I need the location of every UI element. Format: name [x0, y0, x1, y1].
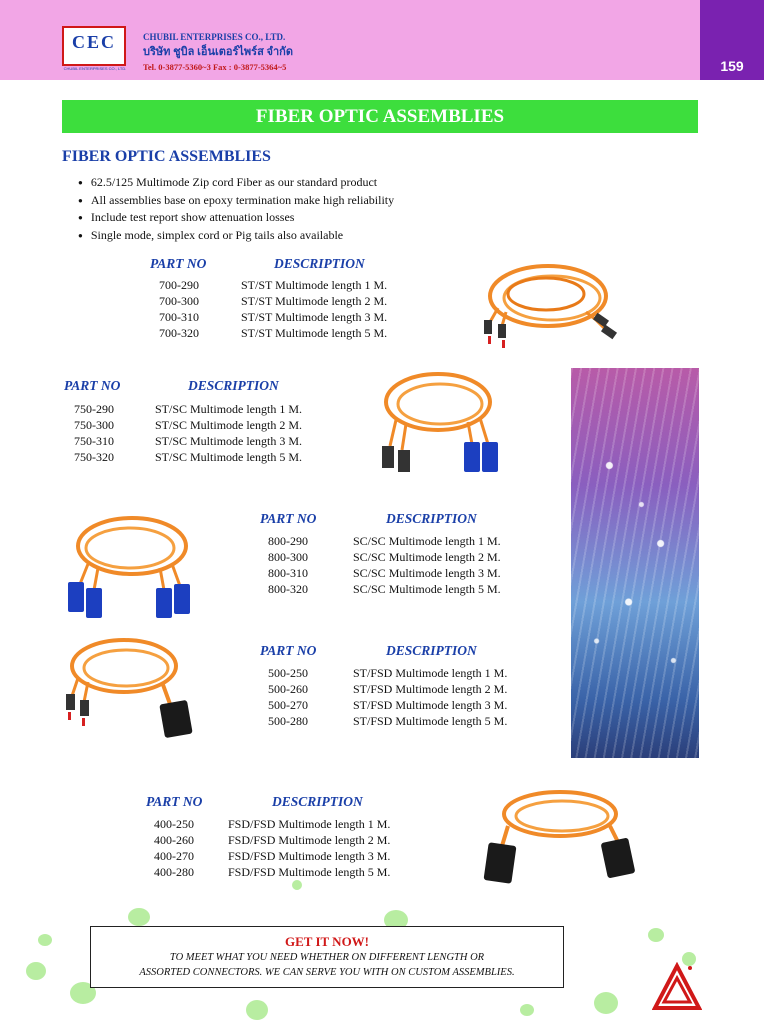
part-description: ST/ST Multimode length 5 M. [241, 326, 388, 340]
part-description: ST/ST Multimode length 1 M. [241, 278, 388, 292]
fiber-cable-st-sc-icon [372, 364, 508, 488]
company-contact: Tel. 0-3877-5360~3 Fax : 0-3877-5364~5 [143, 62, 287, 72]
feature-item: ● Single mode, simplex cord or Pig tails also available [78, 227, 394, 245]
part-number: 750-320 [74, 450, 114, 464]
fiber-cable-st-fsd-icon [58, 632, 208, 744]
page-number: 159 [720, 58, 744, 74]
description-header: DESCRIPTION [272, 794, 363, 809]
part-number: 750-300 [74, 418, 114, 432]
part-description: FSD/FSD Multimode length 1 M. [228, 817, 391, 831]
part-number: 700-310 [159, 310, 199, 324]
part-description: SC/SC Multimode length 2 M. [353, 550, 501, 564]
part-no-header: PART NO [260, 511, 317, 526]
part-number: 400-250 [154, 817, 194, 831]
description-header: DESCRIPTION [386, 643, 477, 658]
part-description: ST/FSD Multimode length 2 M. [353, 682, 508, 696]
part-number: 400-280 [154, 865, 194, 879]
decorative-splat [292, 880, 302, 890]
fiber-cable-fsd-fsd-icon [478, 784, 648, 892]
part-number: 500-270 [268, 698, 308, 712]
part-description: ST/SC Multimode length 2 M. [155, 418, 303, 432]
part-description: ST/FSD Multimode length 5 M. [353, 714, 508, 728]
part-number: 500-260 [268, 682, 308, 696]
part-description: SC/SC Multimode length 5 M. [353, 582, 501, 596]
part-number: 500-250 [268, 666, 308, 680]
description-header: DESCRIPTION [188, 378, 279, 393]
part-number: 700-300 [159, 294, 199, 308]
decorative-splat [26, 962, 46, 980]
part-description: FSD/FSD Multimode length 3 M. [228, 849, 391, 863]
notice-line: ASSORTED CONNECTORS. WE CAN SERVE YOU WITH ON CUSTOM ASSEMBLIES. [139, 967, 515, 978]
cec-logo-icon [60, 26, 130, 70]
part-description: SC/SC Multimode length 1 M. [353, 534, 501, 548]
logo-subtext: CHUBIL ENTERPRISES CO., LTD. [63, 66, 127, 71]
company-name: CHUBIL ENTERPRISES CO., LTD. [143, 32, 286, 42]
part-no-header: PART NO [150, 256, 207, 271]
fiber-cable-sc-sc-icon [60, 510, 200, 632]
company-name-thai: บริษัท ชูบิล เอ็นเตอร์ไพร์ส จำกัด [143, 46, 293, 58]
part-number: 700-290 [159, 278, 199, 292]
decorative-splat [594, 992, 618, 1014]
decorative-splat [520, 1004, 534, 1016]
decorative-splat [38, 934, 52, 946]
part-number: 700-320 [159, 326, 199, 340]
part-number: 800-310 [268, 566, 308, 580]
notice-line: TO MEET WHAT YOU NEED WHETHER ON DIFFERENT LENGTH OR [169, 952, 485, 963]
part-description: ST/ST Multimode length 3 M. [241, 310, 388, 324]
part-no-header: PART NO [64, 378, 121, 393]
part-number: 800-300 [268, 550, 308, 564]
part-number: 400-260 [154, 833, 194, 847]
title-banner [62, 100, 698, 133]
part-number: 750-290 [74, 402, 114, 416]
decorative-splat [128, 908, 150, 926]
fiber-cable-st-st-icon [478, 256, 628, 352]
feature-item: ● All assemblies base on epoxy termination make high reliability [78, 192, 394, 210]
feature-list [78, 174, 394, 244]
brand-triangle-mark-icon [652, 962, 702, 1012]
decorative-splat [648, 928, 664, 942]
section-title: FIBER OPTIC ASSEMBLIES [62, 148, 271, 165]
part-description: ST/ST Multimode length 2 M. [241, 294, 388, 308]
part-number: 400-270 [154, 849, 194, 863]
part-description: ST/SC Multimode length 3 M. [155, 434, 303, 448]
part-description: FSD/FSD Multimode length 5 M. [228, 865, 391, 879]
part-number: 800-290 [268, 534, 308, 548]
decorative-splat [246, 1000, 268, 1020]
part-description: ST/FSD Multimode length 1 M. [353, 666, 508, 680]
description-header: DESCRIPTION [274, 256, 365, 271]
part-no-header: PART NO [260, 643, 317, 658]
part-description: ST/SC Multimode length 5 M. [155, 450, 303, 464]
feature-item: ● 62.5/125 Multimode Zip cord Fiber as our standard product [78, 174, 394, 192]
part-number: 800-320 [268, 582, 308, 596]
fiber-optic-light-art-icon [571, 368, 699, 758]
banner-title: FIBER OPTIC ASSEMBLIES [255, 106, 505, 127]
feature-item: ● Include test report show attenuation losses [78, 209, 394, 227]
part-description: ST/SC Multimode length 1 M. [155, 402, 303, 416]
logo-text: CEC [71, 32, 116, 52]
custom-assembly-notice [90, 926, 564, 988]
part-number: 500-280 [268, 714, 308, 728]
part-number: 750-310 [74, 434, 114, 448]
description-header: DESCRIPTION [386, 511, 477, 526]
part-no-header: PART NO [146, 794, 203, 809]
part-description: FSD/FSD Multimode length 2 M. [228, 833, 391, 847]
part-description: ST/FSD Multimode length 3 M. [353, 698, 508, 712]
company-info [143, 30, 293, 75]
part-description: SC/SC Multimode length 3 M. [353, 566, 501, 580]
notice-title: GET IT NOW! [284, 934, 370, 949]
